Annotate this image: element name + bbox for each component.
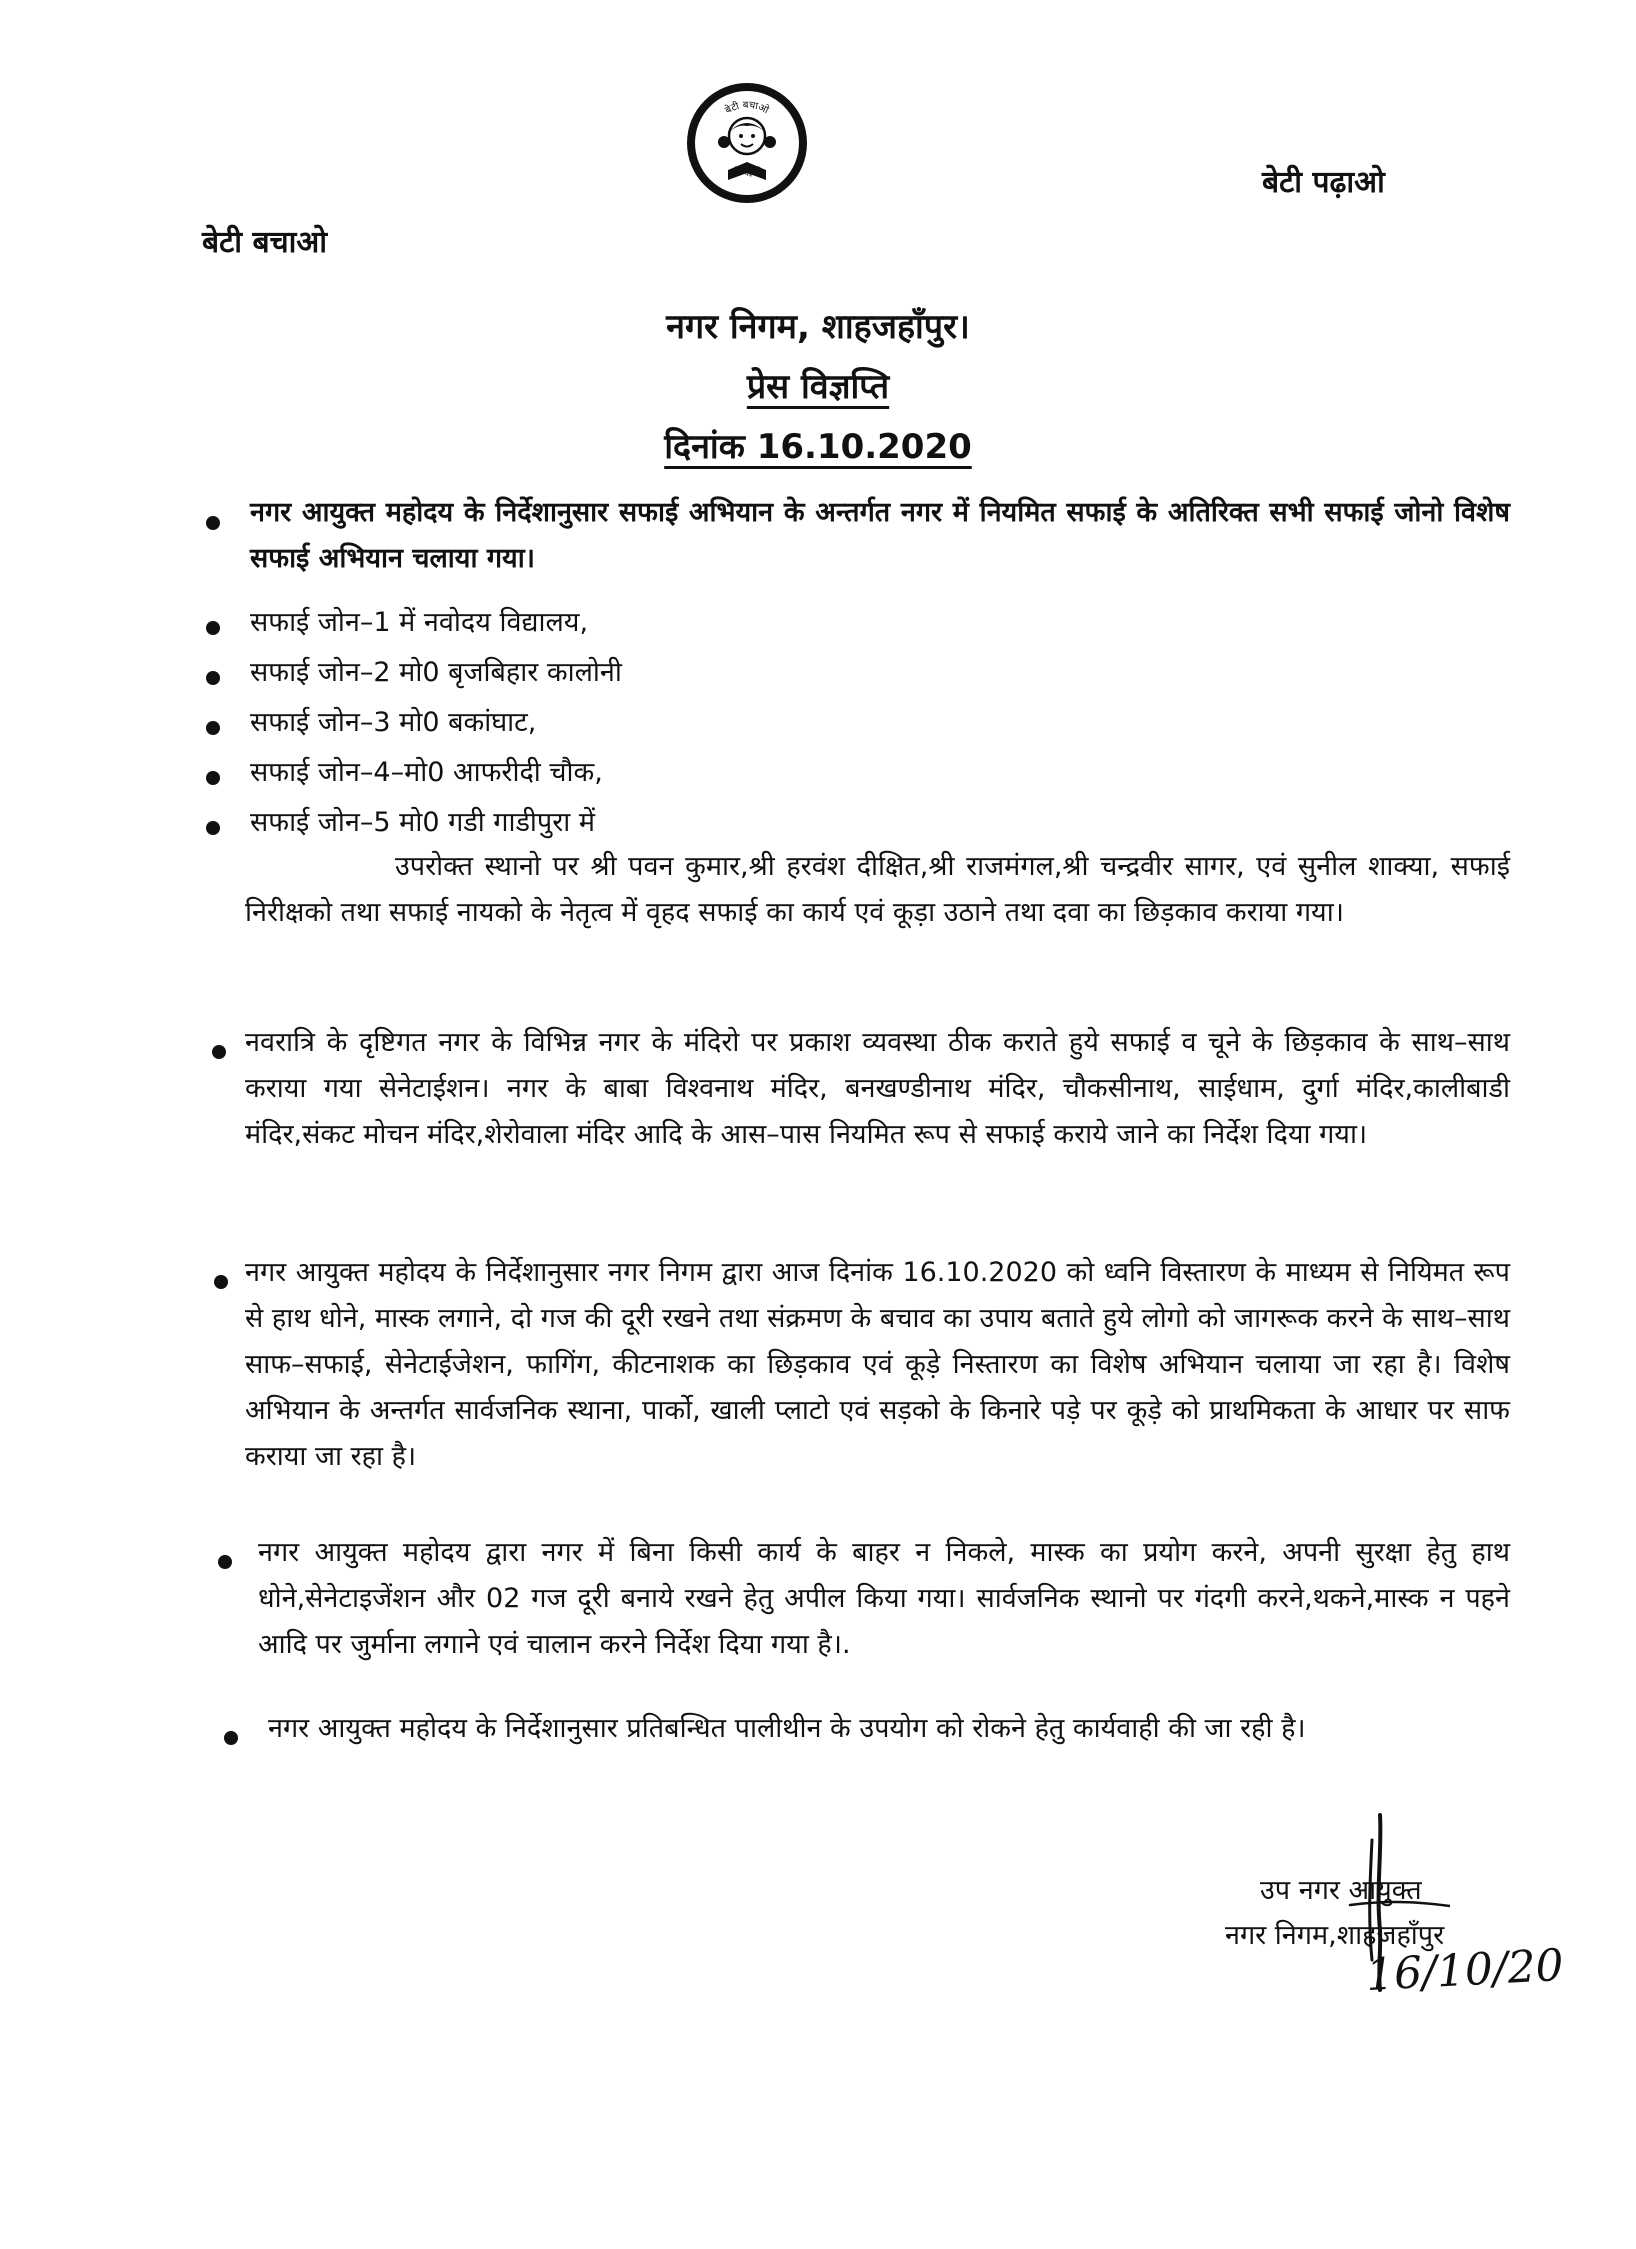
signatory-office: नगर निगम,शाहजहाँपुर bbox=[1225, 1920, 1445, 1951]
bullet bbox=[206, 771, 220, 785]
bullet bbox=[206, 516, 220, 530]
bullet bbox=[214, 1275, 228, 1289]
awareness-paragraph: नगर आयुक्त महोदय के निर्देशानुसार नगर निगम द्वारा आज दिनांक 16.10.2020 को ध्वनि विस्तारण के माध्यम से नियिमत रूप से हाथ धोने, मास्क लगाने, दो गज की दूरी रखने तथा संक्रमण के बचाव का उपाय बताते हुये लोगो को जागरूक करने के साथ–साथ साफ–सफाई, सेनेटाईजेशन, फागिंग, कीटनाशक का छिड़काव एवं कूड़े निस्तारण का विशेष अभियान चलाया जा रहा है। विशेष अभियान के अन्तर्गत सार्वजनिक स्थाना, पार्को, खाली प्लाटो एवं सड़को के किनारे पड़े पर कूड़े को प्राथमिकता के आधार पर साफ कराया जा रहा है। bbox=[245, 1257, 1510, 1472]
doc-type: प्रेस विज्ञप्ति bbox=[746, 367, 890, 407]
org-title: नगर निगम, शाहजहाँपुर। bbox=[666, 307, 970, 347]
zone-item: सफाई जोन–4–मो0 आफरीदी चौक, bbox=[250, 757, 603, 788]
slogan-right: बेटी पढ़ाओ bbox=[1262, 165, 1385, 200]
polythene-paragraph: नगर आयुक्त महोदय के निर्देशानुसार प्रतिबन्धित पालीथीन के उपयोग को रोकने हेतु कार्यवाही की जा रही है। bbox=[268, 1713, 1306, 1744]
logo-text-top: बेटी बचाओ bbox=[723, 99, 771, 117]
bullet bbox=[218, 1555, 232, 1569]
zone-item: सफाई जोन–1 में नवोदय विद्यालय, bbox=[250, 607, 589, 638]
bullet bbox=[206, 621, 220, 635]
signatory-designation: उप नगर आयुक्त bbox=[1260, 1875, 1422, 1906]
bullet bbox=[206, 821, 220, 835]
bullet bbox=[224, 1731, 238, 1745]
signature-block bbox=[1225, 1810, 1565, 2010]
intro-paragraph: नगर आयुक्त महोदय के निर्देशानुसार सफाई अभियान के अन्तर्गत नगर में नियमित सफाई के अतिरिक्त सभी सफाई जोनो विशेष सफाई अभियान चलाया गया। bbox=[250, 497, 1510, 574]
zone-item: सफाई जोन–3 मो0 बकांघाट, bbox=[250, 707, 537, 738]
handwritten-date: 16/10/20 bbox=[1364, 1939, 1565, 2002]
bullet bbox=[206, 721, 220, 735]
zone-item: सफाई जोन–2 मो0 बृजबिहार कालोनी bbox=[250, 657, 622, 688]
zone-item: सफाई जोन–5 मो0 गडी गाडीपुरा में bbox=[250, 807, 596, 838]
slogan-left: बेटी बचाओ bbox=[202, 225, 328, 260]
navratri-paragraph: नवरात्रि के दृष्टिगत नगर के विभिन्न नगर के मंदिरो पर प्रकाश व्यवस्था ठीक कराते हुये सफाई व चूने के छिड़काव के साथ–साथ कराया गया सेनेटाईशन। नगर के बाबा विश्वनाथ मंदिर, बनखण्डीनाथ मंदिर, चौकसीनाथ, साईधाम, दुर्गा मंदिर,कालीबाडी मंदिर,संकट मोचन मंदिर,शेरोवाला मंदिर आदि के आस–पास नियमित रूप से सफाई कराये जाने का निर्देश दिया गया। bbox=[245, 1027, 1510, 1150]
zones-detail-paragraph: उपरोक्त स्थानो पर श्री पवन कुमार,श्री हरवंश दीक्षित,श्री राजमंगल,श्री चन्द्रवीर सागर, एवं सुनील शाक्या, सफाई निरीक्षको तथा सफाई नायको के नेतृत्व में वृहद सफाई का कार्य एवं कूड़ा उठाने तथा दवा का छिड़काव कराया गया। bbox=[245, 851, 1510, 928]
beti-bachao-logo bbox=[684, 80, 810, 206]
bullet bbox=[206, 671, 220, 685]
bullet bbox=[212, 1045, 226, 1059]
doc-date: दिनांक 16.10.2020 bbox=[664, 427, 972, 467]
appeal-paragraph: नगर आयुक्त महोदय द्वारा नगर में बिना किसी कार्य के बाहर न निकले, मास्क का प्रयोग करने, अपनी सुरक्षा हेतु हाथ धोने,सेनेटाइजेंशन और 02 गज दूरी बनाये रखने हेतु अपील किया गया। सार्वजनिक स्थानो पर गंदगी करने,थकने,मास्क न पहने आदि पर जुर्माना लगाने एवं चालान करने निर्देश दिया गया है।. bbox=[258, 1537, 1510, 1660]
logo-text-bottom: बेटी पढ़ाओ bbox=[730, 165, 764, 178]
